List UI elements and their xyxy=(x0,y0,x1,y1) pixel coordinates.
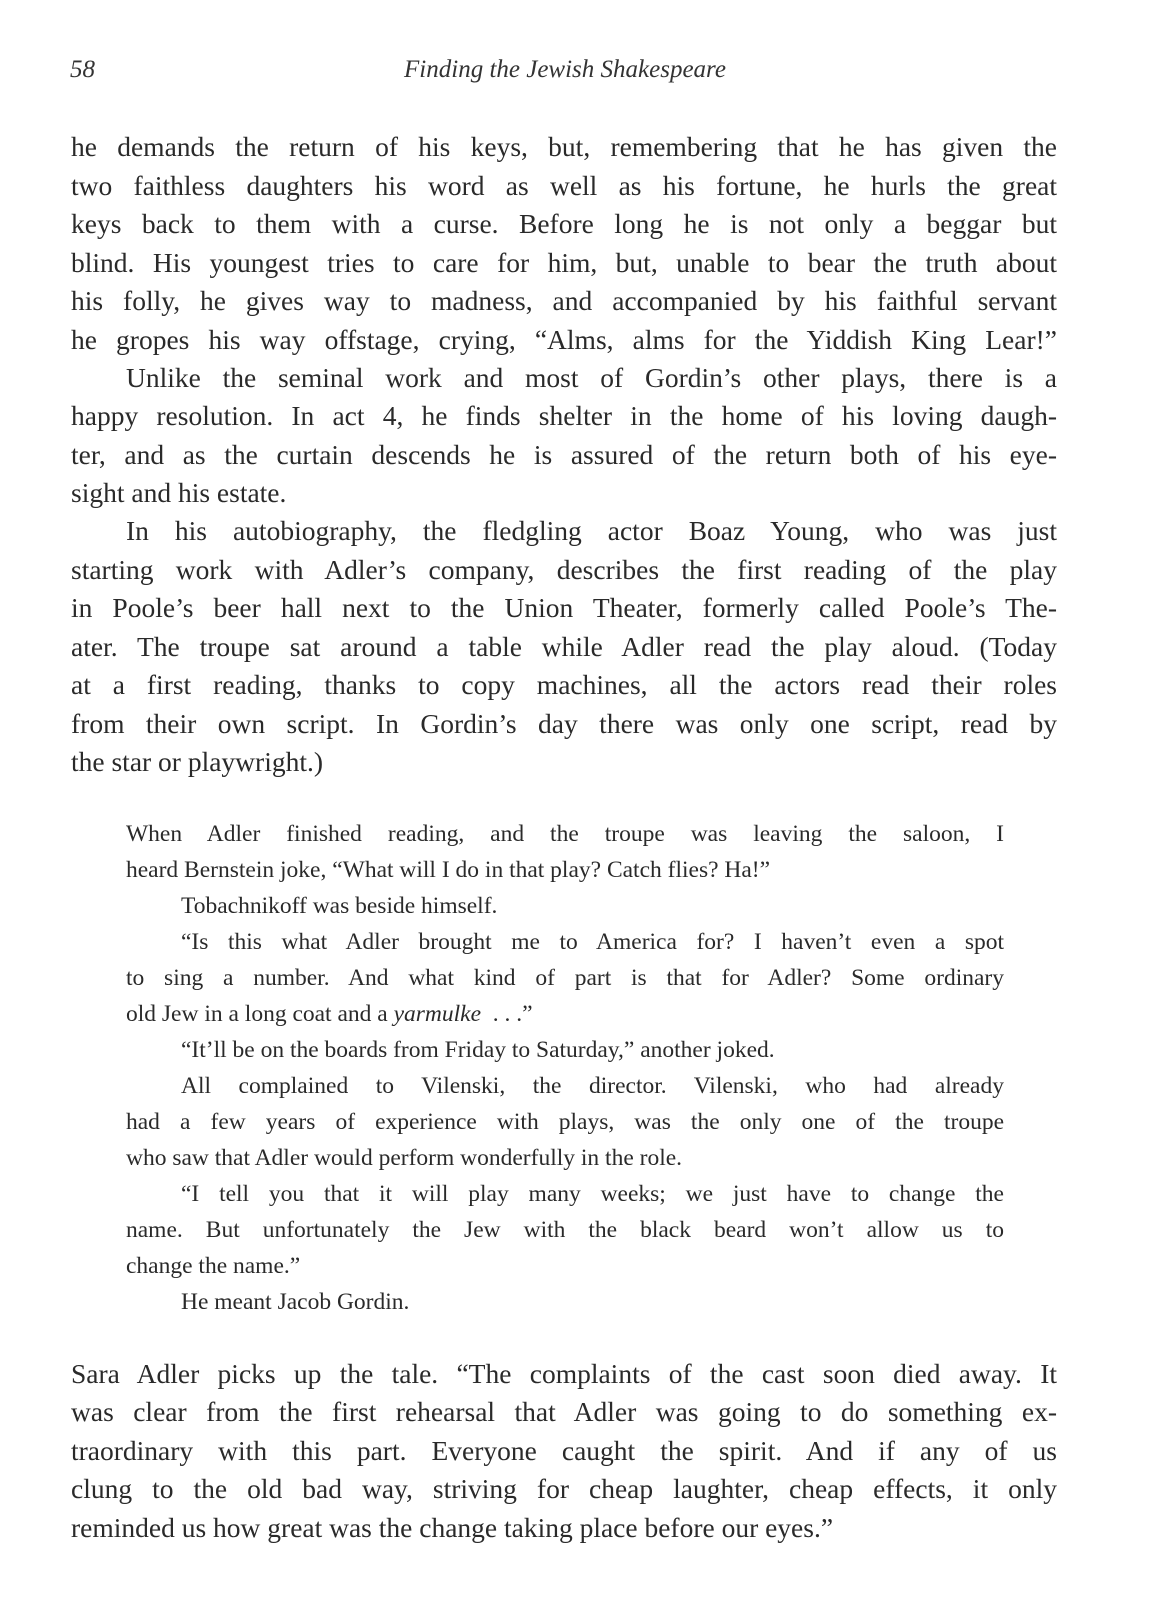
quote-line: “Is this what Adler brought me to America for? I haven’t even a spot xyxy=(181,929,1004,955)
quote-line: heard Bernstein joke, “What will I do in that play? Catch flies? Ha!” xyxy=(126,857,771,883)
text-line: traordinary with this part. Everyone caught the spirit. And if any of us xyxy=(71,1435,1057,1466)
text-line: sight and his estate. xyxy=(71,477,287,508)
text-line: starting work with Adler’s company, describes the first reading of the play xyxy=(71,554,1057,585)
quote-line: who saw that Adler would perform wonderfully in the role. xyxy=(126,1145,683,1171)
text-line: reminded us how great was the change taking place before our eyes.” xyxy=(71,1512,834,1543)
quote-line: “I tell you that it will play many weeks; we just have to change the xyxy=(181,1181,1004,1207)
quote-line: to sing a number. And what kind of part is that for Adler? Some ordinary xyxy=(126,965,1004,991)
text-line: Sara Adler picks up the tale. “The complaints of the cast soon died away. It xyxy=(71,1358,1057,1389)
text-line: was clear from the first rehearsal that Adler was going to do something ex- xyxy=(71,1396,1057,1427)
text-line: he gropes his way offstage, crying, “Alms, alms for the Yiddish King Lear!” xyxy=(71,324,1057,355)
quote-line xyxy=(126,997,1004,1031)
text-line: ater. The troupe sat around a table while Adler read the play aloud. (Today xyxy=(71,631,1057,662)
quote-text: old Jew in a long coat and a xyxy=(126,1001,394,1027)
text-line: happy resolution. In act 4, he finds shelter in the home of his loving daugh- xyxy=(71,400,1057,431)
quote-line: change the name.” xyxy=(126,1253,301,1279)
quote-line: Tobachnikoff was beside himself. xyxy=(181,893,498,919)
book-title: Finding the Jewish Shakespeare xyxy=(404,56,726,83)
text-line: in Poole’s beer hall next to the Union Theater, formerly called Poole’s The- xyxy=(71,592,1057,623)
text-line: he demands the return of his keys, but, remembering that he has given the xyxy=(71,131,1057,162)
italic-term-yarmulke: yarmulke xyxy=(393,1001,482,1027)
quote-line: When Adler finished reading, and the troupe was leaving the saloon, I xyxy=(126,821,1004,847)
quote-line: He meant Jacob Gordin. xyxy=(181,1289,410,1315)
text-line: the star or playwright.) xyxy=(71,746,324,777)
text-line: clung to the old bad way, striving for cheap laughter, cheap effects, it only xyxy=(71,1473,1057,1504)
text-line: at a first reading, thanks to copy machines, all the actors read their roles xyxy=(71,669,1057,700)
text-line: keys back to them with a curse. Before long he is not only a beggar but xyxy=(71,208,1057,239)
quote-line: “It’ll be on the boards from Friday to Saturday,” another joked. xyxy=(181,1037,775,1063)
text-line: blind. His youngest tries to care for him, but, unable to bear the truth about xyxy=(71,247,1057,278)
text-line: his folly, he gives way to madness, and accompanied by his faithful servant xyxy=(71,285,1057,316)
quote-line: All complained to Vilenski, the director. Vilenski, who had already xyxy=(181,1073,1004,1099)
text-line: In his autobiography, the fledgling actor Boaz Young, who was just xyxy=(126,515,1057,546)
quote-text: . . .” xyxy=(481,1001,533,1027)
page-number: 58 xyxy=(70,56,95,83)
quote-line: had a few years of experience with plays, was the only one of the troupe xyxy=(126,1109,1004,1135)
text-line: from their own script. In Gordin’s day there was only one script, read by xyxy=(71,708,1057,739)
running-head xyxy=(0,56,1150,92)
text-line: ter, and as the curtain descends he is assured of the return both of his eye- xyxy=(71,439,1057,470)
text-line: Unlike the seminal work and most of Gordin’s other plays, there is a xyxy=(126,362,1057,393)
quote-line: name. But unfortunately the Jew with the black beard won’t allow us to xyxy=(126,1217,1004,1243)
text-line: two faithless daughters his word as well as his fortune, he hurls the great xyxy=(71,170,1057,201)
